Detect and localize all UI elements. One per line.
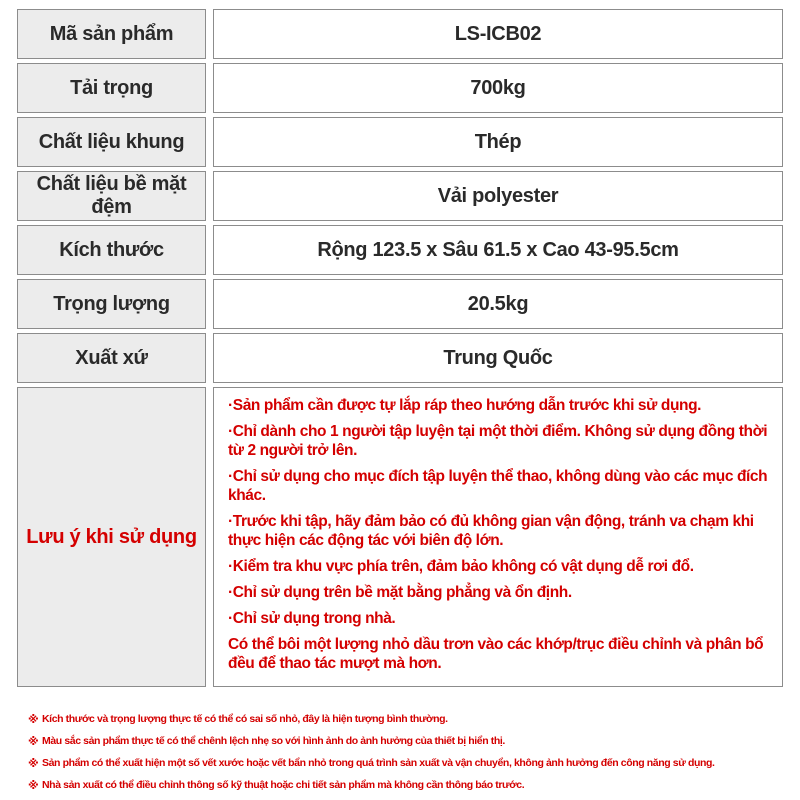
reference-mark-icon: ※	[28, 779, 39, 792]
footnote	[28, 708, 788, 730]
spec-value: Vải polyester	[213, 171, 783, 221]
spec-row-origin	[17, 333, 783, 383]
usage-note-item: Có thể bôi một lượng nhỏ dầu trơn vào các khớp/trục điều chỉnh và phân bổ đều để thao tác mượt mà hơn.	[228, 636, 764, 672]
footnote-text: Sản phẩm có thể xuất hiện một số vết xước hoặc vết bẩn nhỏ trong quá trình sản xuất và vận chuyển, không ảnh hưởng đến công năng sử dụng.	[42, 757, 715, 769]
usage-note-item: ·Chỉ dành cho 1 người tập luyện tại một thời điểm. Không sử dụng đồng thời từ 2 người trở lên.	[228, 423, 768, 459]
spec-label: Trọng lượng	[17, 279, 206, 329]
spec-row-frame-material	[17, 117, 783, 167]
footnotes	[28, 708, 788, 796]
spec-value: Trung Quốc	[213, 333, 783, 383]
spec-value: LS-ICB02	[213, 9, 783, 59]
spec-value: 700kg	[213, 63, 783, 113]
spec-label: Tải trọng	[17, 63, 206, 113]
spec-label: Kích thước	[17, 225, 206, 275]
usage-note-item: ·Chỉ sử dụng trên bề mặt bằng phẳng và ổn định.	[228, 584, 572, 601]
spec-table	[17, 9, 783, 691]
spec-row-load-capacity	[17, 63, 783, 113]
reference-mark-icon: ※	[28, 713, 39, 726]
usage-notes-label: Lưu ý khi sử dụng	[17, 387, 206, 687]
spec-row-dimensions	[17, 225, 783, 275]
footnote-text: Màu sắc sản phẩm thực tế có thể chênh lệch nhẹ so với hình ảnh do ảnh hưởng của thiết bị hiển thị.	[42, 735, 505, 747]
spec-row-cushion-material	[17, 171, 783, 221]
footnote-text: Kích thước và trọng lượng thực tế có thể có sai số nhỏ, đây là hiện tượng bình thường.	[42, 713, 448, 725]
footnote	[28, 730, 788, 752]
spec-row-weight	[17, 279, 783, 329]
spec-value: Thép	[213, 117, 783, 167]
spec-value: Rộng 123.5 x Sâu 61.5 x Cao 43-95.5cm	[213, 225, 783, 275]
usage-note-item: ·Chỉ sử dụng cho mục đích tập luyện thể thao, không dùng vào các mục đích khác.	[228, 468, 768, 504]
usage-notes-list	[228, 396, 772, 680]
usage-note-item: ·Sản phẩm cần được tự lắp ráp theo hướng dẫn trước khi sử dụng.	[228, 397, 702, 414]
spec-label: Mã sản phẩm	[17, 9, 206, 59]
spec-row-usage-notes	[17, 387, 783, 687]
usage-note-item: ·Trước khi tập, hãy đảm bảo có đủ không gian vận động, tránh va chạm khi thực hiện các động tác với biên độ lớn.	[228, 513, 754, 549]
footnote	[28, 774, 788, 796]
usage-notes-box	[213, 387, 783, 687]
usage-note-item: ·Chỉ sử dụng trong nhà.	[228, 610, 396, 627]
spec-label: Chất liệu khung	[17, 117, 206, 167]
footnote	[28, 752, 788, 774]
reference-mark-icon: ※	[28, 757, 39, 770]
usage-note-item: ·Kiểm tra khu vực phía trên, đảm bảo không có vật dụng dễ rơi đổ.	[228, 558, 694, 575]
footnote-text: Nhà sản xuất có thể điều chỉnh thông số kỹ thuật hoặc chi tiết sản phẩm mà không cần thông báo trước.	[42, 779, 525, 791]
spec-label: Xuất xứ	[17, 333, 206, 383]
spec-row-product-code	[17, 9, 783, 59]
spec-label: Chất liệu bề mặt đệm	[17, 171, 206, 221]
reference-mark-icon: ※	[28, 735, 39, 748]
spec-value: 20.5kg	[213, 279, 783, 329]
